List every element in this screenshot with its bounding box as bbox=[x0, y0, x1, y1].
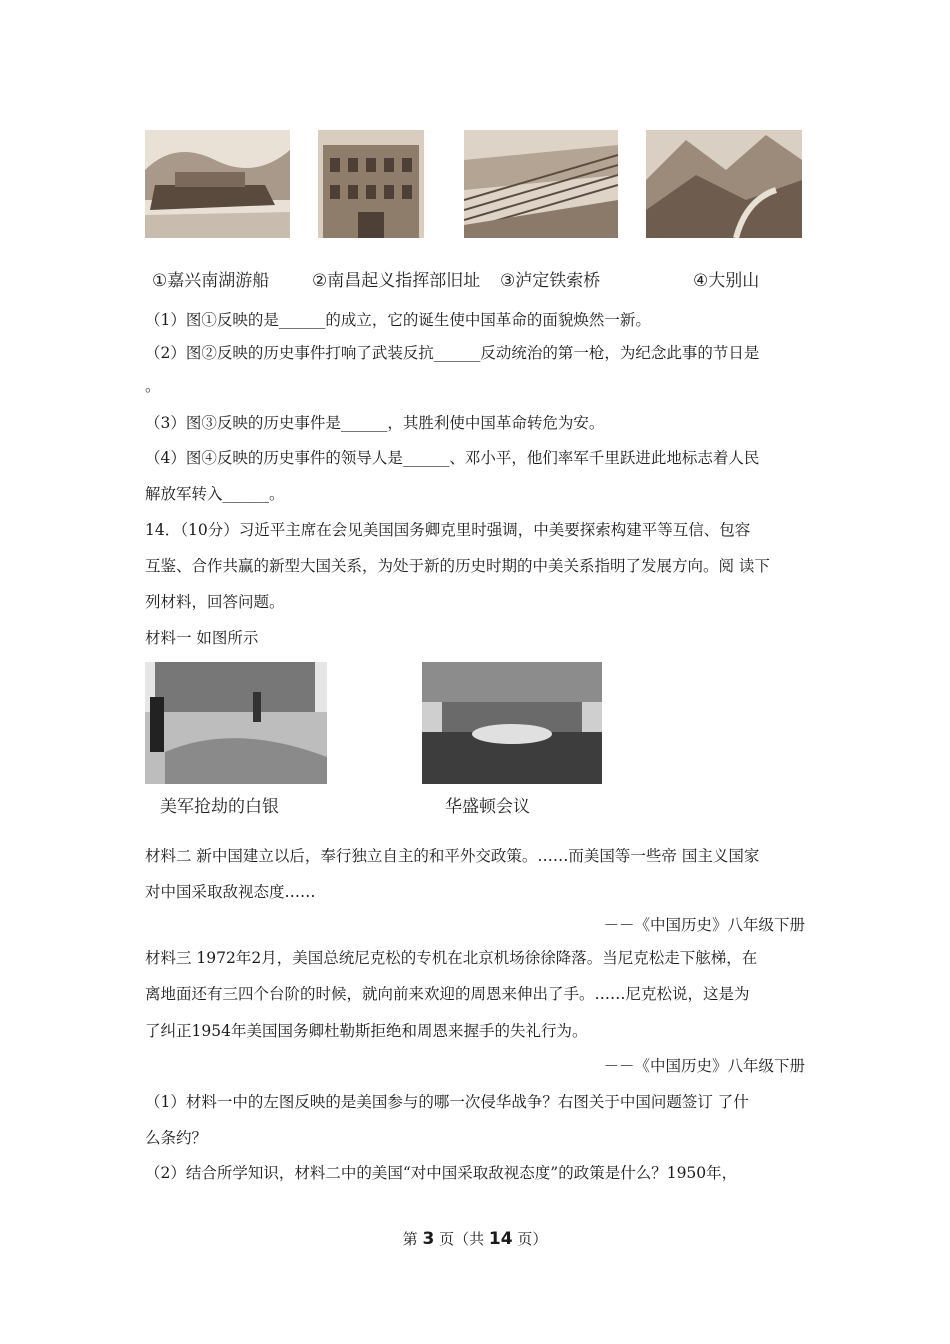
material3-line-1: 材料三 1972年2月，美国总统尼克松的专机在北京机场徐徐降落。当尼克松走下舷梯，在 bbox=[145, 949, 758, 967]
caption-us-looting-silver: 美军抢劫的白银 bbox=[160, 797, 279, 817]
building-image bbox=[318, 130, 424, 238]
q14-stem-2: 互鉴、合作共赢的新型大国关系，为处于新的历史时期的中美关系指明了发展方向。阅 读下 bbox=[145, 557, 770, 575]
footer-total-pages: 14 bbox=[488, 1229, 513, 1249]
footer-prefix: 第 bbox=[402, 1230, 418, 1248]
q13-line-1: （1）图①反映的是______的成立，它的诞生使中国革命的面貌焕然一新。 bbox=[145, 311, 651, 329]
caption-photo-3: ③泸定铁索桥 bbox=[500, 271, 601, 291]
caption-photo-1: ①嘉兴南湖游船 bbox=[152, 271, 270, 291]
material2-line-2: 对中国采取敌视态度…… bbox=[145, 883, 316, 901]
footer-suffix: 页） bbox=[517, 1230, 548, 1248]
q13-line-5: （4）图④反映的历史事件的领导人是______、邓小平，他们率军千里跃进此地标志着人民 bbox=[145, 449, 760, 467]
q13-line-2: （2）图②反映的历史事件打响了武装反抗______反动统治的第一枪，为纪念此事的节日是 bbox=[145, 344, 760, 362]
material2-source: －－《中国历史》八年级下册 bbox=[603, 916, 805, 934]
material3-line-3: 了纠正1954年美国国务卿杜勒斯拒绝和周恩来握手的失礼行为。 bbox=[145, 1022, 588, 1040]
q14-stem-1: 14．（10分）习近平主席在会见美国国务卿克里时强调，中美要探索构建平等互信、包容 bbox=[145, 521, 751, 539]
footer-middle: 页（共 bbox=[439, 1230, 485, 1248]
q13-line-3: 。 bbox=[145, 377, 161, 395]
q14-sub-2-line-1: （2）结合所学知识，材料二中的美国“对中国采取敌视态度”的政策是什么？1950年， bbox=[145, 1164, 738, 1182]
material1-label: 材料一 如图所示 bbox=[145, 629, 259, 647]
conference-image bbox=[422, 662, 602, 784]
photo-luding-bridge bbox=[464, 130, 618, 238]
looting-image bbox=[145, 662, 327, 784]
q14-sub-1-line-2: 么条约？ bbox=[145, 1129, 208, 1147]
footer-page-number: 3 bbox=[422, 1229, 435, 1249]
mountain-image bbox=[646, 130, 802, 238]
page-footer bbox=[0, 1228, 950, 1249]
q14-sub-1-line-1: （1）材料一中的左图反映的是美国参与的哪一次侵华战争？右图关于中国问题签订 了什 bbox=[145, 1093, 749, 1111]
material3-line-2: 离地面还有三四个台阶的时候，就向前来欢迎的周恩来伸出了手。……尼克松说，这是为 bbox=[145, 985, 750, 1003]
q14-stem-3: 列材料，回答问题。 bbox=[145, 593, 285, 611]
boat-image bbox=[145, 130, 290, 238]
caption-photo-4: ④大别山 bbox=[693, 271, 760, 291]
photo-washington-conference bbox=[422, 662, 602, 784]
material3-source: －－《中国历史》八年级下册 bbox=[603, 1057, 805, 1075]
photo-jiaxing-boat bbox=[145, 130, 290, 238]
q13-line-6: 解放军转入______。 bbox=[145, 485, 285, 503]
caption-photo-2: ②南昌起义指挥部旧址 bbox=[312, 271, 481, 291]
q13-line-4: （3）图③反映的历史事件是______，其胜利使中国革命转危为安。 bbox=[145, 414, 605, 432]
photo-us-looting-silver bbox=[145, 662, 327, 784]
bridge-image bbox=[464, 130, 618, 238]
photo-dabie-mountain bbox=[646, 130, 802, 238]
caption-washington-conference: 华盛顿会议 bbox=[445, 797, 530, 817]
photo-nanchang-hq bbox=[318, 130, 424, 238]
material2-line-1: 材料二 新中国建立以后，奉行独立自主的和平外交政策。……而美国等一些帝 国主义国家 bbox=[145, 847, 760, 865]
